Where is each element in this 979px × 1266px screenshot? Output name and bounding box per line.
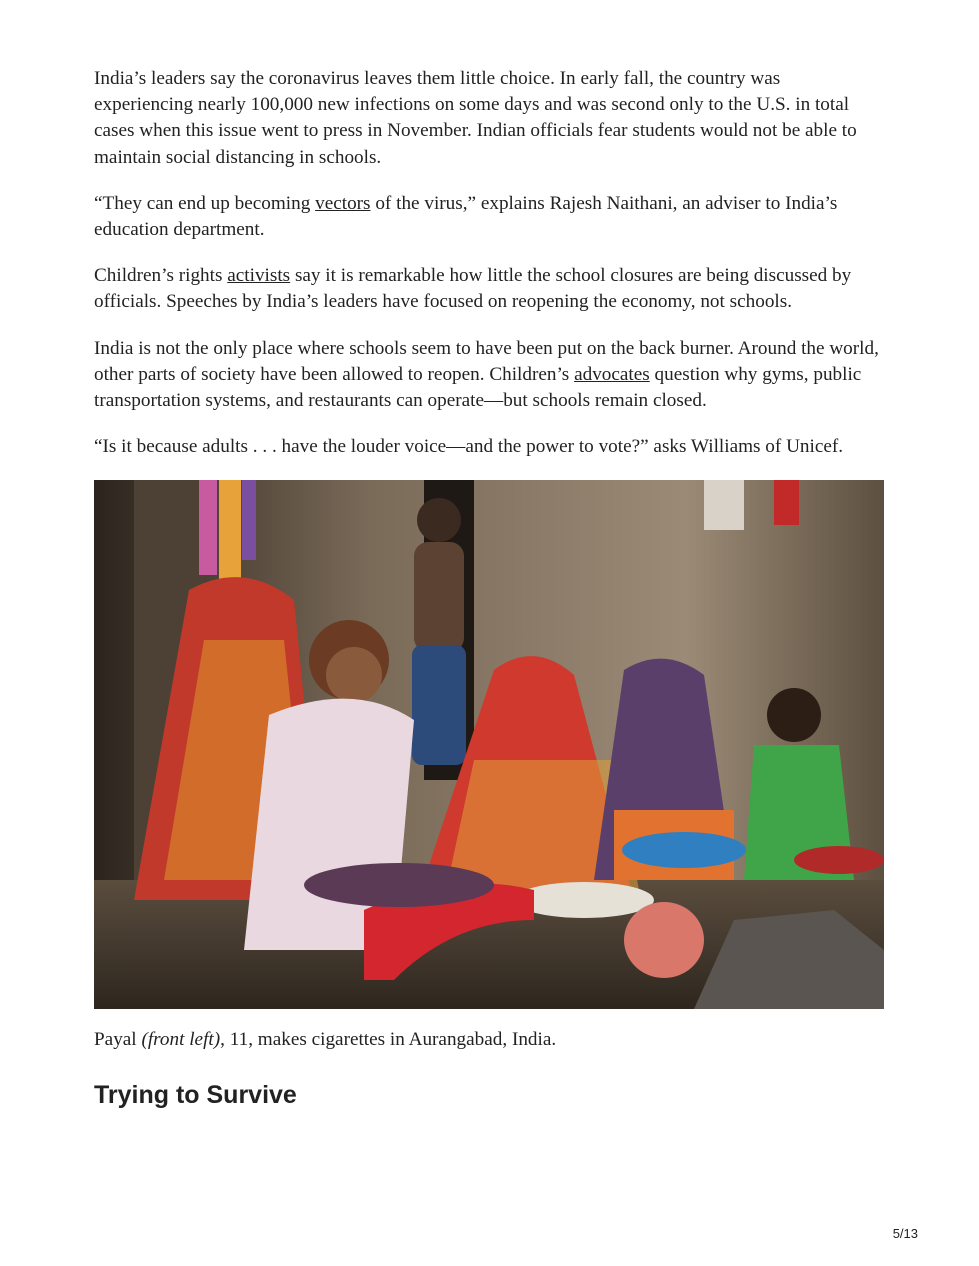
activists-link[interactable]: activists <box>227 265 291 287</box>
caption-text-before: Payal <box>94 1029 142 1051</box>
payal-face <box>326 647 382 703</box>
caption-text-after: , 11, makes cigarettes in Aurangabad, India. <box>220 1029 557 1051</box>
advocates-link[interactable]: advocates <box>574 363 650 385</box>
photo-illustration <box>94 480 884 1009</box>
caption-italic: (front left) <box>141 1029 221 1051</box>
boy-torso <box>414 542 464 652</box>
boy-jeans <box>412 645 466 765</box>
article-photo <box>94 480 884 1009</box>
photo-caption <box>94 1027 884 1053</box>
paragraph-2 <box>94 191 884 243</box>
hanging-cloth-white <box>704 480 744 530</box>
girl-green-head <box>767 688 821 742</box>
hanging-cloth-purple <box>242 480 256 560</box>
red-basin <box>794 846 884 874</box>
paragraph-3 <box>94 263 884 315</box>
blue-basin <box>622 832 746 868</box>
article-body <box>94 66 884 1110</box>
clay-pot <box>624 902 704 978</box>
paragraph-2-text-before: “They can end up becoming <box>94 192 316 214</box>
vectors-link[interactable]: vectors <box>315 192 371 214</box>
section-heading: Trying to Survive <box>94 1081 297 1110</box>
page-number: 5/13 <box>892 1226 918 1241</box>
paragraph-2-text-after: of the virus,” explains Rajesh Naithani, an adviser to India’s education department. <box>94 192 838 241</box>
paragraph-3-text-before: Children’s rights <box>94 265 228 287</box>
paragraph-5: “Is it because adults . . . have the louder voice—and the power to vote?” asks Williams of Unicef. <box>94 436 844 458</box>
hanging-cloth-red <box>774 480 799 525</box>
hanging-cloth-orange <box>219 480 241 590</box>
hanging-cloth-pink <box>199 480 217 575</box>
purple-basin <box>304 863 494 907</box>
white-basin <box>514 882 654 918</box>
paragraph-4-text-after: question why gyms, public transportation systems, and restaurants can operate—but schools remain closed. <box>94 363 862 412</box>
boy-head <box>417 498 461 542</box>
paragraph-1: India’s leaders say the coronavirus leaves them little choice. In early fall, the country was experiencing nearly 100,000 new infections on some days and was second only to the U.S. in total cases when this issue went to press in November. Indian officials fear students would not be able to maintain social distancing in schools. <box>94 68 857 168</box>
paragraph-4 <box>94 336 884 415</box>
paragraph-4-text-before: India is not the only place where schools seem to have been put on the back burner. Around the world, other parts of society have been allowed to reopen. Children’s <box>94 337 879 385</box>
paragraph-3-text-after: say it is remarkable how little the school closures are being discussed by officials. Speeches by India’s leaders have focused on reopening the economy, not schools. <box>94 265 852 313</box>
